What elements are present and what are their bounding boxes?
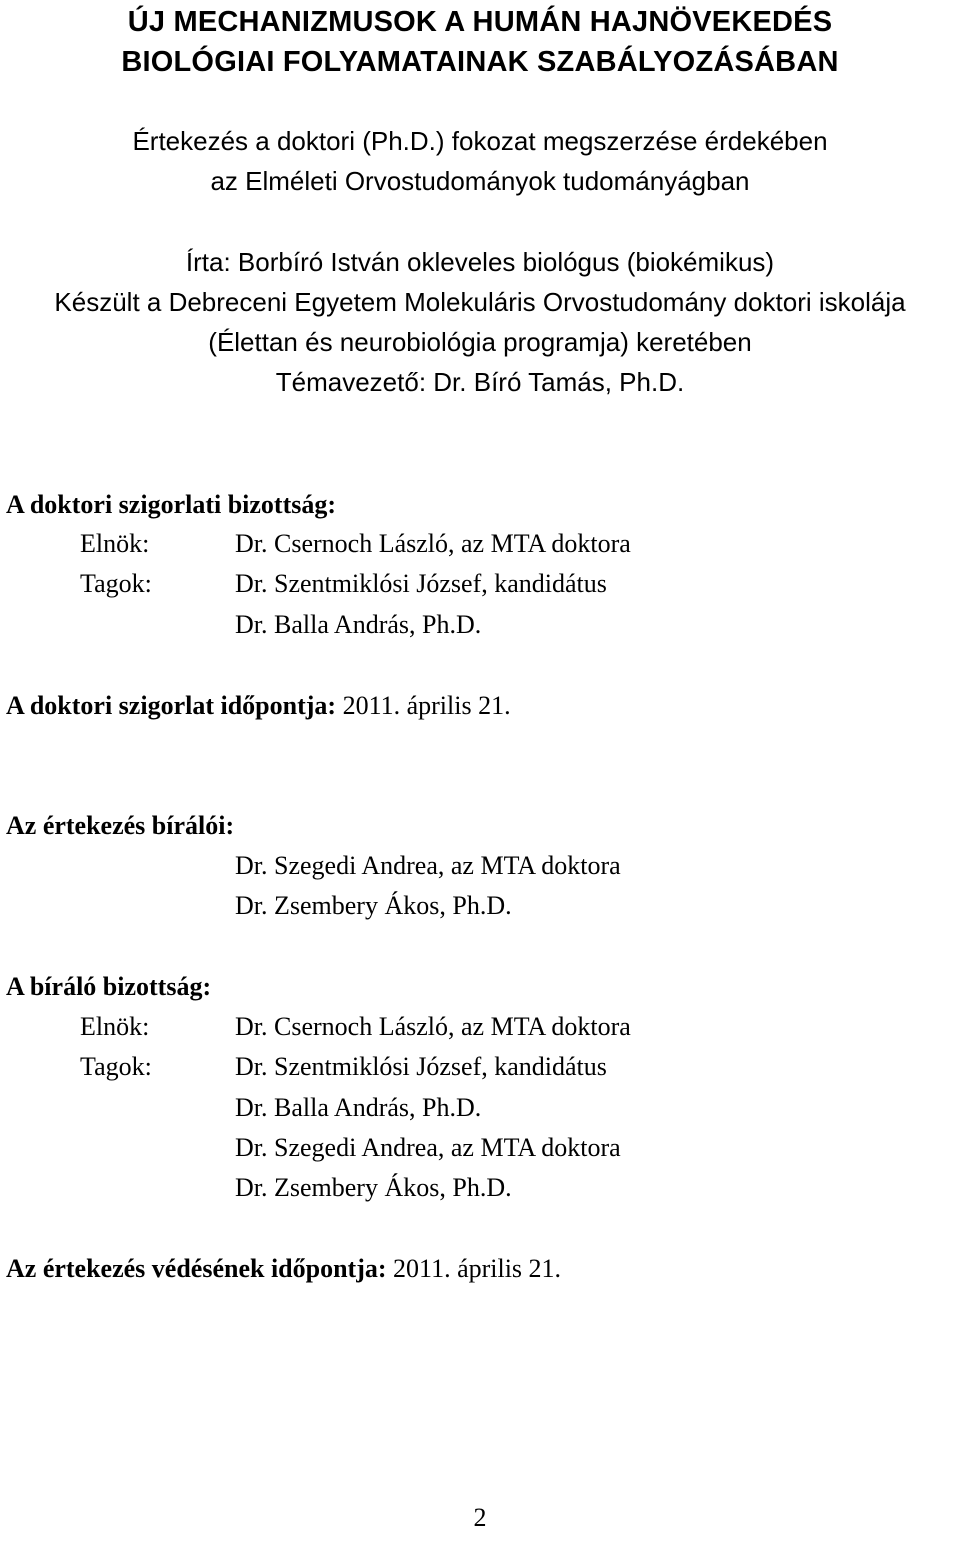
- defense-date-value: 2011. április 21.: [386, 1254, 562, 1283]
- exam-committee-chair-label: Elnök:: [80, 529, 150, 558]
- review-committee-member: Dr. Szegedi Andrea, az MTA doktora: [235, 1133, 621, 1162]
- exam-committee-chair: Dr. Csernoch László, az MTA doktora: [235, 529, 631, 558]
- review-committee-heading: A bíráló bizottság:: [6, 972, 212, 1001]
- exam-committee-heading: A doktori szigorlati bizottság:: [6, 490, 337, 519]
- subtitle-line-1: Értekezés a doktori (Ph.D.) fokozat megszerzése érdekében: [132, 126, 828, 156]
- exam-date-line: [6, 686, 511, 726]
- reviewers-heading: Az értekezés bírálói:: [6, 811, 235, 840]
- title-line-2: BIOLÓGIAI FOLYAMATAINAK SZABÁLYOZÁSÁBAN: [121, 46, 839, 78]
- exam-date-label: A doktori szigorlat időpontja:: [6, 691, 337, 720]
- title-line-1: ÚJ MECHANIZMUSOK A HUMÁN HAJNÖVEKEDÉS: [127, 6, 833, 38]
- defense-date-line: [6, 1249, 561, 1289]
- subtitle-line-2: az Elméleti Orvostudományok tudományágban: [210, 166, 750, 196]
- exam-committee-member: Dr. Balla András, Ph.D.: [235, 610, 482, 639]
- exam-committee-member: Dr. Szentmiklósi József, kandidátus: [235, 569, 607, 598]
- defense-date-label: Az értekezés védésének időpontja:: [6, 1254, 387, 1283]
- review-committee-members-label: Tagok:: [80, 1052, 152, 1081]
- review-committee-member: Dr. Balla András, Ph.D.: [235, 1093, 482, 1122]
- reviewer-name: Dr. Szegedi Andrea, az MTA doktora: [235, 851, 621, 880]
- review-committee-chair: Dr. Csernoch László, az MTA doktora: [235, 1012, 631, 1041]
- exam-date-value: 2011. április 21.: [336, 691, 511, 720]
- program-line: (Élettan és neurobiológia programja) keretében: [208, 327, 752, 357]
- page-number: 2: [473, 1503, 487, 1532]
- exam-committee-members-label: Tagok:: [80, 569, 152, 598]
- institution-line: Készült a Debreceni Egyetem Molekuláris Orvostudomány doktori iskolája: [54, 287, 906, 317]
- author-line: Írta: Borbíró István okleveles biológus (biokémikus): [185, 247, 775, 277]
- review-committee-chair-label: Elnök:: [80, 1012, 150, 1041]
- supervisor-line: Témavezető: Dr. Bíró Tamás, Ph.D.: [275, 367, 685, 397]
- review-committee-member: Dr. Zsembery Ákos, Ph.D.: [235, 1173, 512, 1202]
- reviewer-name: Dr. Zsembery Ákos, Ph.D.: [235, 891, 512, 920]
- review-committee-member: Dr. Szentmiklósi József, kandidátus: [235, 1052, 607, 1081]
